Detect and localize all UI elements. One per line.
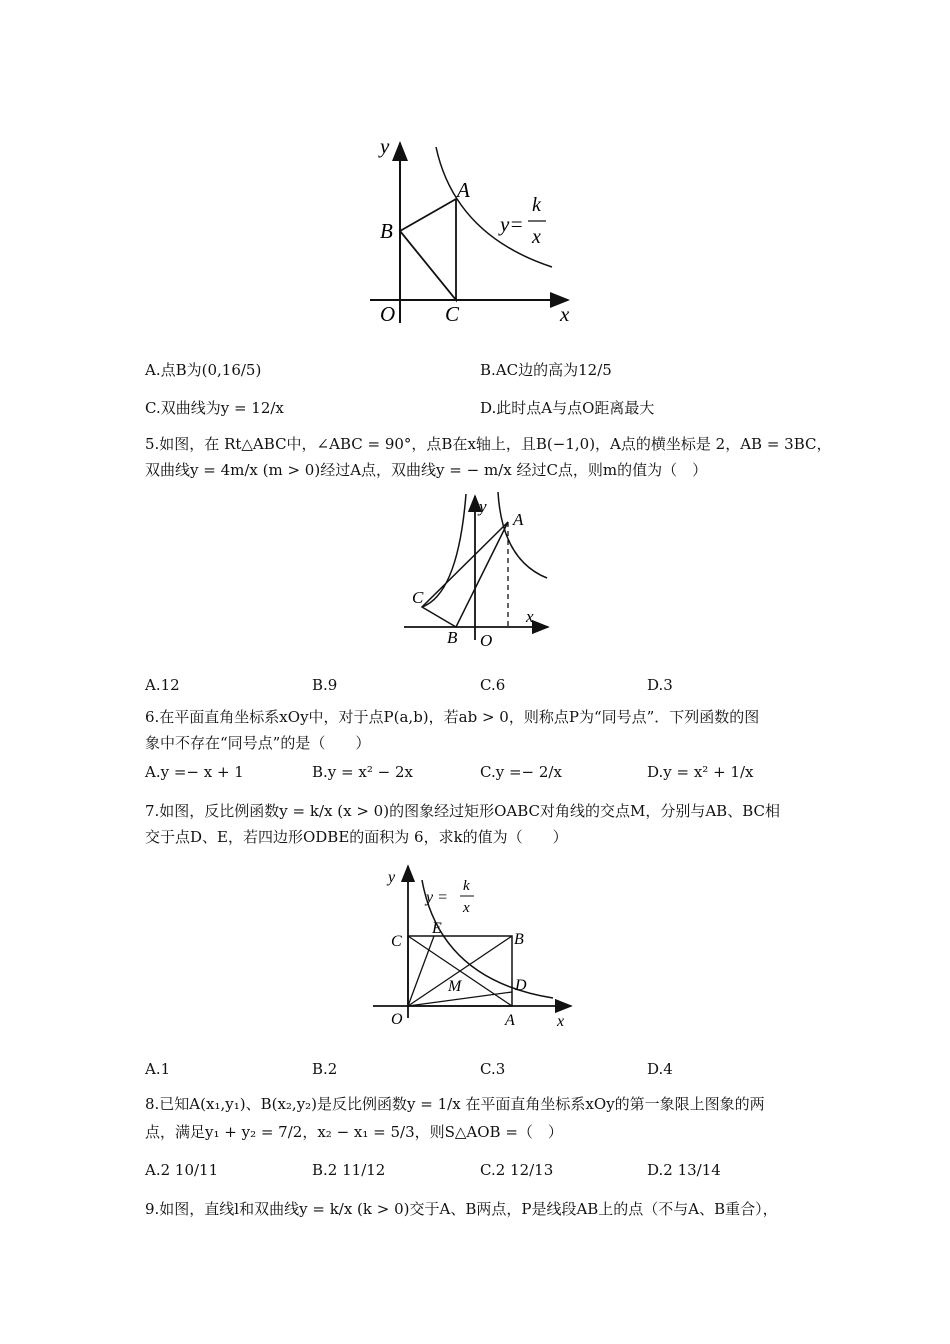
q5-option-b: B.9	[312, 676, 338, 694]
label-o: O	[480, 631, 493, 650]
left-hyperbola	[422, 494, 466, 607]
q8-option-d: D.2 13/14	[647, 1161, 721, 1179]
q8-line-2: 点，满足y₁ + y₂ = 7/2，x₂ − x₁ = 5/3，则S△AOB =（ ）	[145, 1123, 563, 1141]
q5-line-1: 5.如图，在 Rt△ABC中，∠ABC = 90°，点B在x轴上，且B(−1,0)，A点的横坐标是 2，AB = 3BC，	[145, 435, 832, 453]
label-xden: x	[463, 900, 470, 916]
q5-line-2: 双曲线y = 4m/x (m > 0)经过A点，双曲线y = − m/x 经过C点，则m的值为（ ）	[145, 461, 708, 479]
q7-option-a: A.1	[145, 1060, 171, 1078]
label-x: x	[526, 607, 534, 626]
q7-option-d: D.4	[647, 1060, 673, 1078]
label-b: B	[514, 931, 524, 948]
q4-option-c: C.双曲线为y = 12/x	[145, 399, 284, 417]
label-c: C	[412, 588, 424, 607]
label-a: A	[505, 1012, 515, 1029]
right-hyperbola	[498, 492, 547, 578]
q4-option-b: B.AC边的高为12/5	[480, 361, 612, 379]
label-c: C	[391, 933, 402, 950]
label-b: B	[380, 219, 393, 243]
label-x: x	[560, 302, 570, 326]
label-e: E	[432, 920, 442, 937]
label-y: y	[388, 869, 396, 886]
q6-line-1: 6.在平面直角坐标系xOy中，对于点P(a,b)，若ab > 0，则称点P为“同号点”．下列函数的图	[145, 708, 760, 726]
figure-3	[368, 860, 578, 1035]
q7-option-c: C.3	[480, 1060, 506, 1078]
q7-line-1: 7.如图，反比例函数y = k/x (x > 0)的图象经过矩形OABC对角线的交点M，分别与AB、BC相	[145, 802, 780, 820]
q6-option-a: A.y =− x + 1	[145, 763, 244, 781]
q9-line-1: 9.如图，直线l和双曲线y = k/x (k > 0)交于A、B两点，P是线段AB上的点（不与A、B重合），	[145, 1200, 778, 1218]
label-o: O	[380, 302, 396, 326]
figure-2	[400, 490, 560, 650]
label-o: O	[391, 1011, 403, 1028]
q6-option-d: D.y = x² + 1/x	[647, 763, 754, 781]
q8-line-1: 8.已知A(x₁,y₁)、B(x₂,y₂)是反比例函数y = 1/x 在平面直角坐标系xOy的第一象限上图象的两	[145, 1095, 765, 1113]
label-c: C	[445, 302, 460, 326]
figure-1	[360, 135, 585, 335]
q8-option-b: B.2 11/12	[312, 1161, 386, 1179]
q4-option-d: D.此时点A与点O距离最大	[480, 399, 655, 417]
q8-option-a: A.2 10/11	[145, 1161, 219, 1179]
triangle-abc	[422, 522, 508, 627]
q6-option-c: C.y =− 2/x	[480, 763, 562, 781]
q5-option-a: A.12	[145, 676, 180, 694]
segment-oe	[408, 936, 434, 1006]
label-d: D	[515, 977, 527, 994]
q5-option-d: D.3	[647, 676, 673, 694]
label-y: y	[380, 135, 390, 158]
label-y: y	[479, 497, 487, 516]
label-func: y=	[500, 212, 524, 236]
label-a: A	[513, 510, 524, 529]
q5-option-c: C.6	[480, 676, 506, 694]
label-xden: x	[532, 226, 541, 248]
q7-line-2: 交于点D、E，若四边形ODBE的面积为 6，求k的值为（ ）	[145, 828, 568, 846]
label-k: k	[532, 194, 541, 216]
label-func: y =	[426, 889, 448, 906]
q6-option-b: B.y = x² − 2x	[312, 763, 413, 781]
label-m: M	[448, 978, 462, 995]
label-k: k	[463, 878, 470, 894]
label-x: x	[557, 1013, 565, 1030]
label-a: A	[457, 178, 470, 202]
q7-option-b: B.2	[312, 1060, 338, 1078]
triangle-abc	[400, 199, 456, 300]
q6-line-2: 象中不存在“同号点”的是（ ）	[145, 734, 371, 752]
q8-option-c: C.2 12/13	[480, 1161, 554, 1179]
label-b: B	[447, 628, 458, 647]
q4-option-a: A.点B为(0,16/5)	[145, 361, 262, 379]
